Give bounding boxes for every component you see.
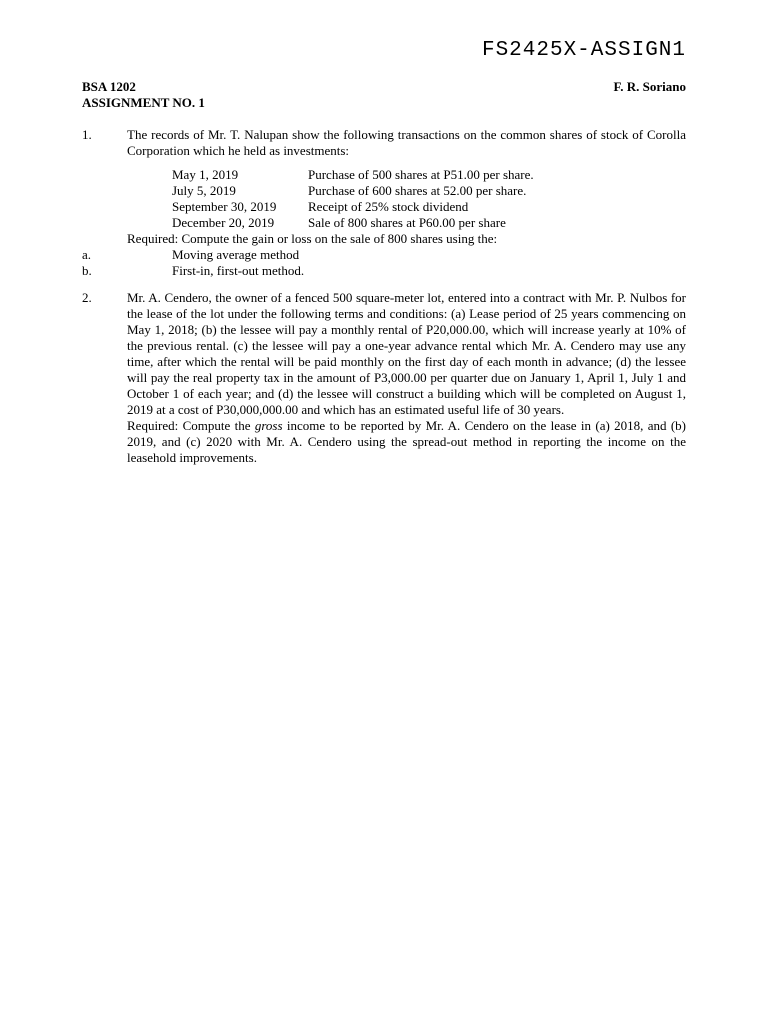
question-1-required: Required: Compute the gain or loss on the sale of 800 shares using the: [127, 231, 498, 246]
question-1 [82, 127, 686, 279]
transaction-row [172, 183, 686, 199]
transaction-desc: Purchase of 600 shares at 52.00 per share. [308, 183, 527, 198]
question-2-required-lead: Required: Compute the [127, 418, 255, 433]
option-row [82, 247, 686, 263]
document-header [82, 79, 686, 111]
question-1-number: 1. [82, 127, 92, 142]
question-2-text: Mr. A. Cendero, the owner of a fenced 500 square-meter lot, entered into a contract with Mr. P. Nulbos for the lease of the lot under the following terms and conditions: (a) Lease period of 25 years commencing on May 1, 2018; (b) the lessee will pay a monthly rental of P20,000.00, which will increase yearly at 10% of the previous rental. (c) the lessee will pay a one-year advance rental which Mr. A. Cendero may use any time, after which the rental will be paid monthly on the first day of each month in advance; (d) the lessee will pay the real property tax in the amount of P3,000.00 per quarter due on January 1, April 1, July 1 and October 1 of each year; and (d) the lessee will construct a building which will be completed on August 1, 2019 at a cost of P30,000,000.00 and which has an estimated useful life of 30 years. [127, 290, 686, 417]
question-2-number: 2. [82, 290, 92, 305]
assignment-title: ASSIGNMENT NO. 1 [82, 95, 205, 110]
option-text: First-in, first-out method. [172, 263, 305, 278]
question-1-intro: The records of Mr. T. Nalupan show the following transactions on the common shares of stock of Corolla Corporation which he held as investments: [127, 127, 686, 158]
question-2 [82, 290, 686, 466]
option-text: Moving average method [172, 247, 300, 262]
transaction-desc: Purchase of 500 shares at P51.00 per share. [308, 167, 534, 182]
question-1-body [82, 127, 686, 279]
course-block [82, 79, 205, 111]
transaction-row [172, 215, 686, 231]
gross-emphasis: gross [254, 418, 283, 433]
option-letter: a. [82, 247, 92, 262]
document-code: FS2425X-ASSIGN1 [481, 39, 686, 62]
transaction-row [172, 167, 686, 183]
question-2-body [127, 290, 686, 466]
transaction-date: December 20, 2019 [172, 215, 275, 230]
question-2-required-rest: income to be reported by Mr. A. Cendero on the lease in (a) 2018, and (b) 2019, and (c) 2020 with Mr. A. Cendero using the spread-out method in reporting the income on the leasehold improvements. [127, 418, 687, 465]
course-code: BSA 1202 [82, 79, 136, 94]
instructor-name: F. R. Soriano [613, 79, 686, 94]
option-letter: b. [82, 263, 92, 278]
transaction-desc: Receipt of 25% stock dividend [308, 199, 469, 214]
question-2-required [127, 418, 686, 466]
transaction-desc: Sale of 800 shares at P60.00 per share [308, 215, 506, 230]
transaction-row [172, 199, 686, 215]
option-row [82, 263, 686, 279]
transaction-date: July 5, 2019 [172, 183, 236, 198]
transaction-date: May 1, 2019 [172, 167, 239, 182]
transactions-table [172, 167, 686, 231]
transaction-date: September 30, 2019 [172, 199, 277, 214]
